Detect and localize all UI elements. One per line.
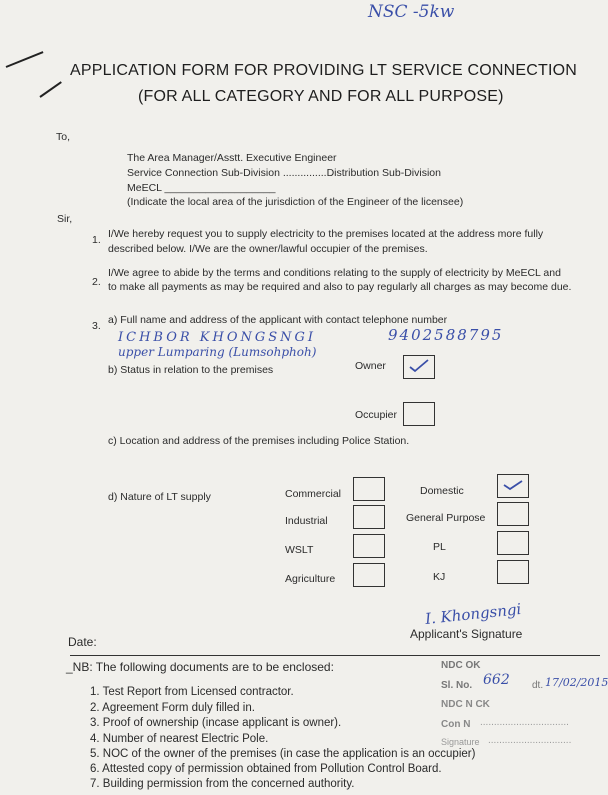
para-1-line-2: described below. I/We are the owner/lawful occupier of the premises. [108,243,428,255]
status-occupier-label: Occupier [355,409,398,421]
to-label: To, [56,131,71,143]
para-1-number: 1. [92,234,101,246]
para-2-number: 2. [92,276,101,288]
stamp-sig-dots: .............................. [488,735,572,746]
status-occupier-checkbox[interactable] [403,402,435,426]
applicant-signature: I. Khongsngi [424,600,523,628]
supply-general-purpose-checkbox[interactable] [497,502,529,526]
stamp-sig-label: Signature [441,737,480,747]
supply-kj-checkbox[interactable] [497,560,529,584]
supply-agriculture-checkbox[interactable] [353,563,385,587]
document-item: 2. Agreement Form duly filled in. [90,702,255,714]
supply-industrial-checkbox[interactable] [353,505,385,529]
supply-kj-label: KJ [433,571,446,583]
stamp-con-label: Con N [441,719,471,730]
para-3a-label: a) Full name and address of the applicant with contact telephone number [108,314,448,326]
date-label: Date: [68,635,97,649]
supply-industrial-label: Industrial [285,515,328,527]
address-line-1: The Area Manager/Asstt. Executive Engineer [127,152,337,164]
supply-commercial-checkbox[interactable] [353,477,385,501]
status-owner-label: Owner [355,360,386,372]
document-item: 4. Number of nearest Electric Pole. [90,733,269,745]
para-3-number: 3. [92,320,101,332]
status-owner-checkbox[interactable] [403,355,435,379]
supply-pl-checkbox[interactable] [497,531,529,555]
para-1-line-1: I/We hereby request you to supply electricity to the premises located at the address more fully [108,228,544,240]
document-item: 6. Attested copy of permission obtained from Pollution Control Board. [90,763,442,775]
supply-commercial-label: Commercial [285,488,342,500]
document-item: 7. Building permission from the concerned authority. [90,778,355,790]
address-line-2: Service Connection Sub-Division ...............Distribution Sub-Division [127,167,441,179]
document-item: 3. Proof of ownership (incase applicant is owner). [90,717,342,729]
supply-domestic-checkbox[interactable] [497,474,529,498]
para-3d-label: d) Nature of LT supply [108,491,211,503]
header-note: NSC -5kw [368,2,455,22]
stamp-date: 17/02/2015 [545,676,608,689]
supply-agriculture-label: Agriculture [285,573,336,585]
applicant-name: ICHBOR KHONGSNGI [118,330,317,345]
stamp-sl-number: 662 [483,672,510,688]
supply-pl-label: PL [433,541,446,553]
check-icon [502,477,524,493]
pencil-mark [6,51,44,68]
address-line-4: (Indicate the local area of the jurisdiction of the Engineer of the licensee) [127,196,464,208]
divider [70,655,600,656]
form-subtitle: (FOR ALL CATEGORY AND FOR ALL PURPOSE) [138,88,504,105]
stamp-con-dots: ................................ [480,717,569,728]
stamp-ndc-check: NDC N CK [441,699,490,710]
stamp-sl-label: Sl. No. [441,680,473,691]
supply-wslt-checkbox[interactable] [353,534,385,558]
supply-general-purpose-label: General Purpose [406,512,486,524]
stamp-dt-label: dt. [532,680,544,691]
document-item: 1. Test Report from Licensed contractor. [90,686,294,698]
para-2-line-2: to make all payments as may be required and also to pay regularly all charges as may become due. [108,281,572,293]
salutation: Sir, [57,213,73,225]
applicant-phone: 9402588795 [388,326,504,344]
para-2-line-1: I/We agree to abide by the terms and conditions relating to the supply of electricity by MeECL and [108,267,561,279]
nb-heading: _NB: The following documents are to be enclosed: [66,660,334,674]
para-3b-label: b) Status in relation to the premises [108,364,274,376]
para-3c-label: c) Location and address of the premises including Police Station. [108,435,410,447]
address-line-3: MeECL ___________________ [127,182,276,194]
pencil-mark [39,81,61,98]
check-icon [408,358,430,374]
supply-wslt-label: WSLT [285,544,314,556]
stamp-ndc-ok: NDC OK [441,660,481,671]
document-item: 5. NOC of the owner of the premises (in case the application is an occupier) [90,748,476,760]
applicant-address: upper Lumparing (Lumsohphoh) [118,345,317,359]
supply-domestic-label: Domestic [420,485,464,497]
signature-label: Applicant's Signature [410,627,523,641]
form-title: APPLICATION FORM FOR PROVIDING LT SERVICE CONNECTION [70,62,578,79]
